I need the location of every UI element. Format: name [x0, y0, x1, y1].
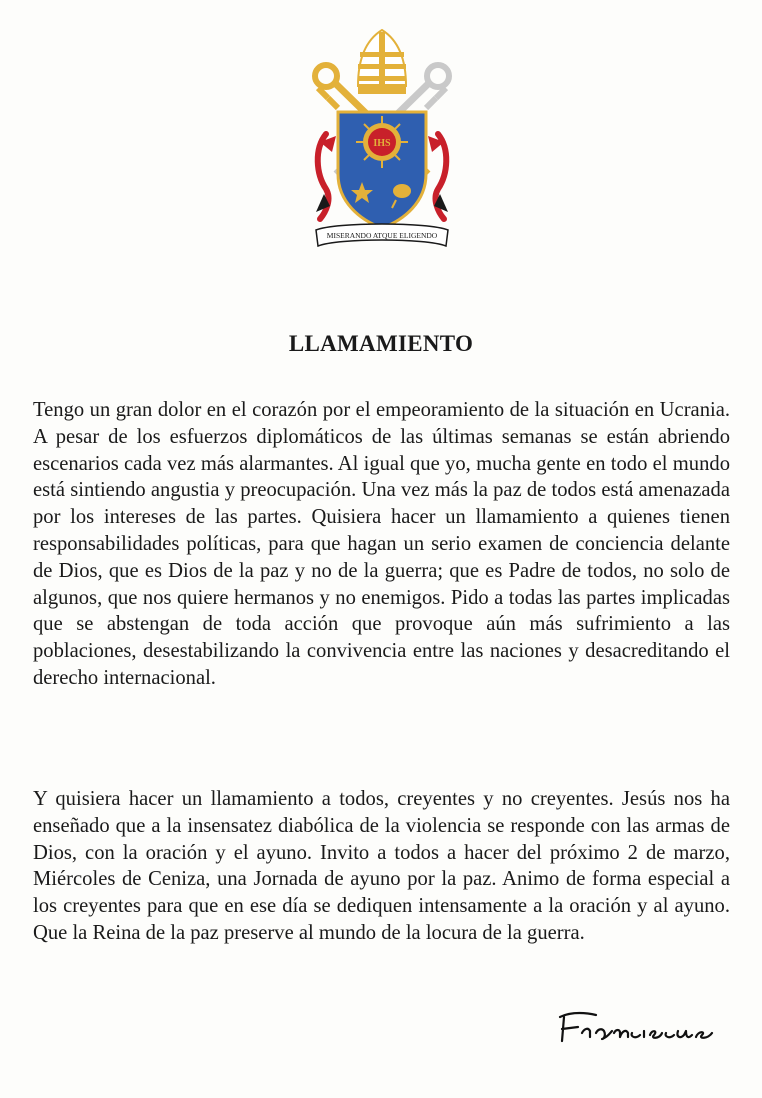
signature	[552, 1003, 737, 1053]
papal-coat-of-arms-icon	[296, 24, 468, 254]
paragraph-1: Tengo un gran dolor en el corazón por el empeoramiento de la situación en Ucrania. A pesar de los esfuerzos diplomáticos de las últimas semanas se están abriendo escenarios cada vez más alarmantes. Al igual que yo, mucha gente en todo el mundo está sintiendo angustia y preocupación. Una vez más la paz de todos está amenazada por los intereses de las partes. Quisiera hacer un llamamiento a quienes tienen responsabilidades políticas, para que hagan un serio examen de conciencia delante de Dios, que es Dios de la paz y no de la guerra; que es Padre de todos, no solo de algunos, que nos quiere hermanos y no enemigos. Pido a todas las partes implicadas que se abstengan de toda acción que provoque aún más sufrimiento a las poblaciones, desestabilizando la convivencia entre las naciones y desacreditando el derecho internacional.	[33, 399, 730, 689]
motto-scroll	[316, 224, 448, 246]
svg-text:IHS: IHS	[373, 138, 391, 149]
paragraph-2: Y quisiera hacer un llamamiento a todos, creyentes y no creyentes. Jesús nos ha enseñado que a la insensatez diabólica de la violencia se responde con las armas de Dios, con la oración y el ayuno. Invito a todos a hacer del próximo 2 de marzo, Miércoles de Ceniza, una Jornada de ayuno por la paz. Animo de forma especial a los creyentes para que en ese día se dediquen intensamente a la oración y al ayuno. Que la Reina de la paz preserve al mundo de la locura de la guerra.	[33, 788, 730, 944]
page-title: LLAMAMIENTO	[288, 331, 474, 357]
mitre-icon	[358, 30, 406, 94]
shield-icon	[338, 112, 426, 228]
svg-text:MISERANDO ATQUE ELIGENDO: MISERANDO ATQUE ELIGENDO	[326, 231, 438, 240]
